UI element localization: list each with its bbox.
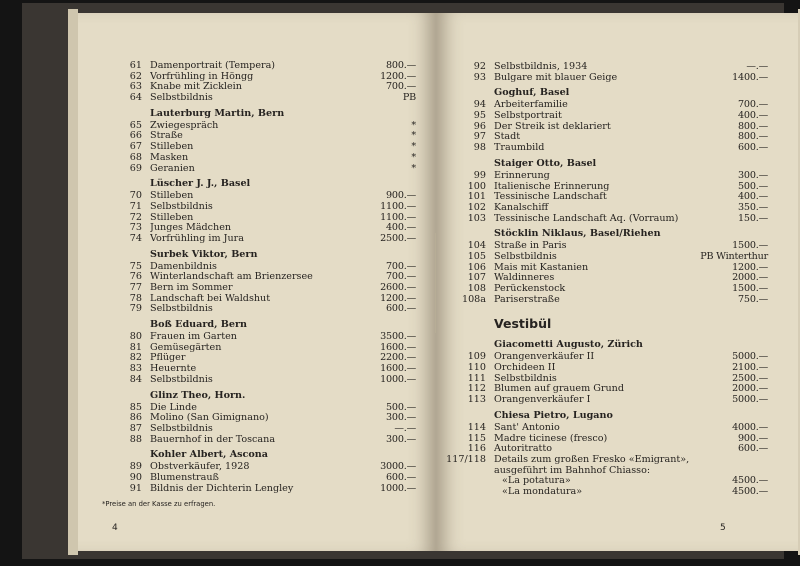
- entry-title: Orchideen II: [494, 363, 556, 374]
- entry-number: 103: [467, 212, 486, 224]
- catalog-entry: [114, 121, 416, 132]
- entry-title: Straße in Paris: [494, 241, 567, 252]
- catalog-entry: [446, 62, 768, 73]
- entry-title: Junges Mädchen: [150, 223, 232, 234]
- open-catalog-book: [22, 3, 784, 559]
- entry-number: 68: [129, 151, 142, 163]
- entry-price: 400.—: [738, 191, 768, 203]
- entry-price: 700.—: [386, 271, 416, 283]
- entry-price: 700.—: [386, 260, 416, 272]
- catalog-entry: [114, 262, 416, 273]
- entry-price: *: [411, 119, 416, 131]
- catalog-entry: [446, 273, 768, 284]
- catalog-entry: [114, 234, 416, 245]
- catalog-entry: [446, 192, 768, 203]
- entry-title: Waldinneres: [494, 273, 555, 284]
- entry-number: 101: [467, 191, 486, 203]
- catalog-entry: [114, 142, 416, 153]
- catalog-entry: [114, 213, 416, 224]
- catalog-entry: [446, 395, 768, 406]
- entry-number: 96: [473, 120, 486, 132]
- entry-title: Bauernhof in der Toscana: [150, 434, 276, 445]
- catalog-entry: [114, 202, 416, 213]
- entry-title: Stilleben: [150, 191, 194, 202]
- entry-title: Bildnis der Dichterin Lengley: [150, 483, 294, 494]
- entry-title: Pflüger: [150, 353, 186, 364]
- catalog-entry: [446, 384, 768, 395]
- entry-number: 108a: [461, 293, 486, 305]
- entry-number: 94: [473, 99, 486, 111]
- catalog-entry: [114, 72, 416, 83]
- entry-number: 84: [129, 373, 142, 385]
- entry-title: «La mondatura»: [502, 486, 583, 497]
- entry-price: 700.—: [386, 81, 416, 93]
- left-catalog-list: [114, 61, 416, 494]
- entry-title: Selbstbildnis: [150, 423, 213, 434]
- entry-price: —.—: [746, 61, 768, 72]
- right-catalog-list: [446, 62, 768, 498]
- catalog-entry: [114, 424, 416, 435]
- entry-number: 90: [129, 471, 142, 483]
- entry-title: Stilleben: [150, 212, 194, 223]
- entry-price: 2600.—: [380, 282, 416, 293]
- entry-price: 1000.—: [380, 482, 416, 494]
- catalog-entry: [114, 153, 416, 164]
- artist-heading: Goghuf, Basel: [494, 87, 570, 99]
- entry-number: 117/118: [446, 453, 486, 465]
- entry-number: 88: [129, 433, 142, 445]
- entry-price: 1000.—: [380, 373, 416, 385]
- catalog-entry: [446, 352, 768, 363]
- price-footnote: *Preise an der Kasse zu erfragen.: [102, 500, 216, 508]
- entry-price: 300.—: [386, 433, 416, 445]
- entry-title: Tessinische Landschaft Aq. (Vorraum): [494, 213, 679, 224]
- entry-number: 65: [129, 119, 142, 131]
- entry-number: 69: [129, 162, 142, 174]
- entry-title: Straße: [150, 131, 183, 142]
- catalog-entry: [114, 93, 416, 104]
- entry-price: 2000.—: [732, 272, 768, 284]
- entry-number: 104: [467, 240, 486, 252]
- entry-title: Gemüsegärten: [150, 342, 222, 353]
- entry-price: —.—: [394, 422, 416, 434]
- entry-title: Winterlandschaft am Brienzersee: [150, 272, 313, 283]
- entry-number: 99: [473, 169, 486, 181]
- catalog-entry: [446, 122, 768, 133]
- catalog-entry: [446, 434, 768, 445]
- entry-number: 81: [129, 341, 142, 353]
- entry-price: 1100.—: [380, 200, 416, 212]
- entry-price: 2200.—: [380, 352, 416, 364]
- entry-title: Traumbild: [494, 143, 545, 154]
- catalog-entry: [446, 295, 768, 306]
- entry-number: 70: [129, 190, 142, 202]
- section-heading-vestibul: Vestibül: [494, 316, 552, 332]
- entry-number: 63: [129, 81, 142, 93]
- entry-number: 61: [129, 60, 142, 71]
- entry-number: 115: [467, 432, 486, 444]
- entry-price: 400.—: [386, 222, 416, 234]
- entry-number: 100: [467, 180, 486, 192]
- entry-number: 89: [129, 461, 142, 473]
- entry-number: 83: [129, 363, 142, 375]
- entry-title: Selbstbildnis: [150, 374, 213, 385]
- entry-number: 67: [129, 141, 142, 153]
- entry-title: Stilleben: [150, 142, 194, 153]
- entry-title: Die Linde: [150, 402, 197, 413]
- entry-price: 500.—: [386, 401, 416, 413]
- catalog-entry: [114, 484, 416, 495]
- entry-title: Tessinische Landschaft: [494, 192, 607, 203]
- catalog-entry: [114, 191, 416, 202]
- entry-title: Orangenverkäufer I: [494, 395, 591, 406]
- entry-price: 1200.—: [380, 70, 416, 82]
- entry-price: 750.—: [738, 293, 768, 305]
- entry-price: *: [411, 162, 416, 174]
- catalog-entry: [114, 304, 416, 315]
- entry-title: Damenbildnis: [150, 261, 217, 272]
- entry-number: 80: [129, 331, 142, 343]
- entry-title: Selbstbildnis: [494, 373, 557, 384]
- entry-price: 500.—: [738, 180, 768, 192]
- catalog-entry: [114, 343, 416, 354]
- entry-title: Damenportrait (Tempera): [150, 61, 276, 71]
- catalog-entry: [446, 111, 768, 122]
- catalog-entry: [446, 182, 768, 193]
- entry-price: 1200.—: [732, 261, 768, 273]
- catalog-entry: [446, 132, 768, 143]
- entry-number: 113: [467, 394, 486, 406]
- entry-number: 64: [129, 92, 142, 104]
- entry-number: 114: [467, 421, 486, 433]
- artist-heading: Surbek Viktor, Bern: [150, 248, 258, 260]
- entry-number: 86: [129, 412, 142, 424]
- entry-price: 2100.—: [732, 362, 768, 374]
- entry-price: 150.—: [738, 212, 768, 224]
- catalog-entry: [446, 284, 768, 295]
- entry-number: 79: [129, 303, 142, 315]
- entry-number: 75: [129, 260, 142, 272]
- entry-price: 1600.—: [380, 341, 416, 353]
- entry-title: Selbstbildnis: [150, 201, 213, 212]
- catalog-entry: [114, 332, 416, 343]
- entry-price: 2500.—: [732, 372, 768, 384]
- entry-number: 73: [129, 222, 142, 234]
- catalog-entry: [114, 131, 416, 142]
- entry-price: 300.—: [386, 412, 416, 424]
- entry-title: Selbstbildnis: [150, 304, 213, 315]
- page-edges-left: [68, 9, 78, 555]
- entry-title: Kanalschiff: [494, 202, 549, 213]
- entry-price: 350.—: [738, 201, 768, 213]
- entry-number: 102: [467, 201, 486, 213]
- entry-title: Italienische Erinnerung: [494, 181, 610, 192]
- entry-title: Frauen im Garten: [150, 332, 237, 343]
- entry-price: 600.—: [386, 471, 416, 483]
- entry-price: 300.—: [738, 169, 768, 181]
- entry-title: Perückenstock: [494, 284, 566, 294]
- entry-title: Details zum großen Fresko «Emigrant»,: [494, 454, 690, 465]
- entry-title: Erinnerung: [494, 170, 550, 181]
- entry-title: Der Streik ist deklariert: [494, 121, 611, 132]
- entry-number: 95: [473, 110, 486, 122]
- entry-title: Bern im Sommer: [150, 283, 233, 293]
- entry-title: Vorfrühling im Jura: [150, 233, 244, 244]
- entry-price: 2000.—: [732, 383, 768, 395]
- artist-heading: Kohler Albert, Ascona: [150, 449, 268, 461]
- catalog-entry: [114, 462, 416, 473]
- entry-price: 900.—: [386, 190, 416, 202]
- entry-price: 800.—: [738, 131, 768, 143]
- entry-number: 111: [467, 372, 486, 384]
- entry-price: 1500.—: [732, 283, 768, 294]
- fresco-detail-entry: [446, 487, 768, 498]
- entry-title: «La potatura»: [502, 476, 571, 487]
- entry-title: Obstverkäufer, 1928: [150, 462, 250, 473]
- artist-heading: Boß Eduard, Bern: [150, 319, 248, 331]
- entry-price: *: [411, 141, 416, 153]
- entry-number: 78: [129, 292, 142, 304]
- entry-price: 900.—: [738, 432, 768, 444]
- entry-title: Selbstportrait: [494, 111, 562, 122]
- entry-price: 600.—: [738, 443, 768, 455]
- entry-number: 85: [129, 401, 142, 413]
- catalog-entry: [114, 283, 416, 294]
- entry-price: 4500.—: [732, 485, 768, 497]
- entry-number: 107: [467, 272, 486, 284]
- catalog-entry: [446, 203, 768, 214]
- entry-price: 4000.—: [732, 421, 768, 433]
- catalog-entry: [446, 363, 768, 374]
- catalog-entry: [114, 82, 416, 93]
- catalog-entry: [114, 353, 416, 364]
- artist-heading: Chiesa Pietro, Lugano: [494, 409, 613, 421]
- entry-title: Sant' Antonio: [494, 422, 560, 433]
- artist-heading: Giacometti Augusto, Zürich: [494, 339, 643, 351]
- catalog-entry: [446, 143, 768, 154]
- entry-number: 92: [473, 61, 486, 72]
- entry-title: Molino (San Gimignano): [150, 413, 269, 424]
- entry-title: Selbstbildnis: [150, 93, 213, 104]
- catalog-entry: [446, 263, 768, 274]
- artist-heading: Glinz Theo, Horn.: [150, 389, 246, 401]
- entry-number: 108: [467, 283, 486, 294]
- entry-title: Arbeiterfamilie: [494, 100, 568, 111]
- entry-number: 98: [473, 142, 486, 154]
- entry-number: 105: [467, 250, 486, 262]
- entry-number: 106: [467, 261, 486, 273]
- entry-price: PB: [402, 92, 416, 104]
- entry-title: Mais mit Kastanien: [494, 262, 589, 273]
- catalog-entry: [114, 413, 416, 424]
- entry-number: 93: [473, 71, 486, 83]
- entry-price: *: [411, 130, 416, 142]
- entry-title: Zwiegespräch: [150, 120, 219, 131]
- fresco-detail-line: ausgeführt im Bahnhof Chiasso:: [494, 464, 651, 476]
- artist-heading: Staiger Otto, Basel: [494, 157, 597, 169]
- entry-title: Knabe mit Zicklein: [150, 82, 242, 93]
- entry-number: 62: [129, 70, 142, 82]
- entry-number: 91: [129, 482, 142, 494]
- entry-title: Vorfrühling in Höngg: [150, 71, 254, 82]
- catalog-entry: [114, 403, 416, 414]
- entry-title: Selbstbildnis: [494, 251, 557, 262]
- catalog-entry: [446, 214, 768, 225]
- entry-title: Masken: [150, 152, 189, 163]
- entry-title: Bulgare mit blauer Geige: [494, 72, 618, 83]
- catalog-entry: [446, 423, 768, 434]
- catalog-entry: [114, 364, 416, 375]
- entry-price: 600.—: [738, 142, 768, 154]
- entry-price: 2500.—: [380, 232, 416, 244]
- entry-title: Heuernte: [150, 364, 197, 375]
- artist-heading: Lüscher J. J., Basel: [150, 178, 251, 190]
- entry-number: 77: [129, 282, 142, 293]
- catalog-entry: [446, 455, 768, 466]
- entry-title: Stadt: [494, 132, 521, 143]
- catalog-entry: [114, 294, 416, 305]
- catalog-entry: [446, 374, 768, 385]
- catalog-entry: [114, 375, 416, 386]
- entry-title: Madre ticinese (fresco): [494, 433, 608, 444]
- entry-price: 1400.—: [732, 71, 768, 83]
- entry-price: 800.—: [386, 60, 416, 71]
- entry-price: 700.—: [738, 99, 768, 111]
- artist-heading: Lauterburg Martin, Bern: [150, 107, 285, 119]
- entry-price: PB Winterthur: [700, 250, 768, 262]
- entry-price: 3500.—: [380, 331, 416, 343]
- catalog-entry: [446, 100, 768, 111]
- entry-title: Selbstbildnis, 1934: [494, 62, 588, 72]
- catalog-entry: [114, 61, 416, 72]
- entry-title: Blumen auf grauem Grund: [494, 384, 624, 395]
- entry-price: 1100.—: [380, 211, 416, 223]
- entry-number: 97: [473, 131, 486, 143]
- entry-number: 110: [467, 362, 486, 374]
- entry-number: 109: [467, 351, 486, 363]
- entry-number: 82: [129, 352, 142, 364]
- entry-price: 1500.—: [732, 240, 768, 252]
- entry-price: 600.—: [386, 303, 416, 315]
- catalog-entry: [114, 272, 416, 283]
- right-page: [436, 13, 798, 551]
- catalog-entry: [446, 73, 768, 84]
- catalog-entry: [114, 435, 416, 446]
- entry-price: 4500.—: [732, 475, 768, 487]
- catalog-entry: [114, 473, 416, 484]
- entry-price: 800.—: [738, 120, 768, 132]
- page-number-right: 5: [720, 523, 726, 533]
- entry-title: Landschaft bei Waldshut: [150, 293, 271, 304]
- entry-price: 5000.—: [732, 351, 768, 363]
- entry-title: Orangenverkäufer II: [494, 352, 595, 363]
- entry-number: 112: [467, 383, 486, 395]
- artist-heading: Stöcklin Niklaus, Basel/Riehen: [494, 228, 661, 240]
- entry-number: 66: [129, 130, 142, 142]
- left-page: [78, 13, 436, 551]
- entry-number: 72: [129, 211, 142, 223]
- entry-number: 116: [467, 443, 486, 455]
- entry-price: *: [411, 151, 416, 163]
- entry-number: 71: [129, 200, 142, 212]
- catalog-entry: [446, 444, 768, 455]
- entry-price: 400.—: [738, 110, 768, 122]
- page-number-left: 4: [112, 523, 118, 533]
- entry-price: 1600.—: [380, 363, 416, 375]
- entry-price: 3000.—: [380, 461, 416, 473]
- entry-title: Pariserstraße: [494, 294, 560, 305]
- catalog-entry: [114, 164, 416, 175]
- entry-title: Geranien: [150, 163, 195, 174]
- entry-number: 76: [129, 271, 142, 283]
- entry-number: 87: [129, 422, 142, 434]
- catalog-entry: [114, 223, 416, 234]
- entry-title: Blumenstrauß: [150, 472, 219, 483]
- entry-price: 5000.—: [732, 394, 768, 406]
- catalog-entry: [446, 252, 768, 263]
- catalog-entry: [446, 171, 768, 182]
- entry-title: Autoritratto: [494, 444, 553, 455]
- entry-number: 74: [129, 232, 142, 244]
- entry-price: 1200.—: [380, 292, 416, 304]
- fresco-detail-entry: [446, 476, 768, 487]
